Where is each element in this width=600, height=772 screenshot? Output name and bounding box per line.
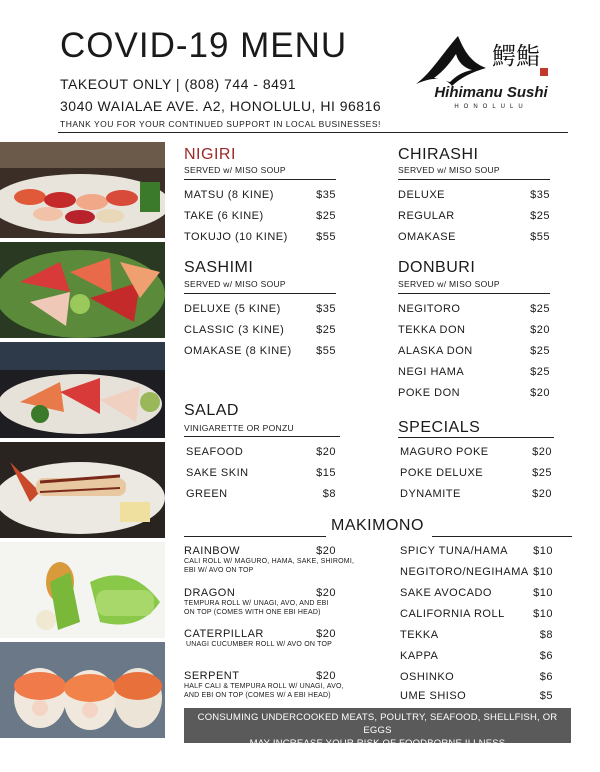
warning-line-1: CONSUMING UNDERCOOKED MEATS, POULTRY, SEAFOOD, SHELLFISH, OR EGGS bbox=[197, 712, 558, 736]
donburi-item: NEGI HAMA bbox=[398, 366, 465, 378]
maki-price: $6 bbox=[539, 650, 553, 662]
chirashi-item: OMAKASE bbox=[398, 231, 456, 243]
donburi-price: $20 bbox=[530, 324, 550, 336]
specials-title: SPECIALS bbox=[398, 419, 481, 436]
makimono-title: MAKIMONO bbox=[331, 517, 424, 534]
maki-item: NEGITORO/NEGIHAMA bbox=[400, 566, 529, 578]
salad-title: SALAD bbox=[184, 402, 239, 419]
donburi-price: $25 bbox=[530, 366, 550, 378]
sashimi-rule bbox=[184, 293, 336, 294]
donburi-item: ALASKA DON bbox=[398, 345, 473, 357]
maki-roll-price: $20 bbox=[316, 545, 336, 557]
takeout-phone: TAKEOUT ONLY | (808) 744 - 8491 bbox=[60, 76, 296, 92]
sashimi-price: $35 bbox=[316, 303, 336, 315]
sashimi-title: SASHIMI bbox=[184, 259, 254, 276]
chirashi-item: DELUXE bbox=[398, 189, 446, 201]
nigiri-rule bbox=[184, 179, 336, 180]
health-warning bbox=[184, 708, 571, 749]
maki-price: $6 bbox=[539, 671, 553, 683]
maki-roll-desc: AND EBI ON TOP (COMES W/ A EBI HEAD) bbox=[184, 692, 331, 699]
chirashi-price: $35 bbox=[530, 189, 550, 201]
specials-item: POKE DELUXE bbox=[400, 467, 484, 479]
maki-item: OSHINKO bbox=[400, 671, 455, 683]
specials-price: $20 bbox=[532, 446, 552, 458]
header-divider bbox=[58, 132, 568, 133]
salmon-roll-photo bbox=[0, 642, 165, 738]
maki-roll-desc: CALI ROLL W/ MAGURO, HAMA, SAKE, SHIROMI, bbox=[184, 558, 355, 565]
sashimi-item: DELUXE (5 KINE) bbox=[184, 303, 281, 315]
maki-roll-name: CATERPILLAR bbox=[184, 628, 264, 640]
dragon-roll-photo bbox=[0, 542, 165, 638]
chirashi-subtitle: SERVED w/ MISO SOUP bbox=[398, 165, 500, 175]
nigiri-price: $25 bbox=[316, 210, 336, 222]
chirashi-price: $25 bbox=[530, 210, 550, 222]
maki-roll-price: $20 bbox=[316, 587, 336, 599]
maki-item: SAKE AVOCADO bbox=[400, 587, 492, 599]
specials-item: MAGURO POKE bbox=[400, 446, 489, 458]
donburi-title: DONBURI bbox=[398, 259, 476, 276]
maki-roll-name: SERPENT bbox=[184, 670, 240, 682]
warning-line-2: MAY INCREASE YOUR RISK OF FOODBORNE ILLNESS bbox=[249, 738, 506, 749]
makimono-rule-right bbox=[432, 536, 572, 537]
maki-price: $10 bbox=[533, 608, 553, 620]
maki-price: $8 bbox=[539, 629, 553, 641]
maki-item: KAPPA bbox=[400, 650, 439, 662]
nigiri-subtitle: SERVED w/ MISO SOUP bbox=[184, 165, 286, 175]
logo-kanji: 鰐鮨 bbox=[492, 42, 540, 70]
nigiri-price: $35 bbox=[316, 189, 336, 201]
nigiri-photo bbox=[0, 142, 165, 238]
salad-rule bbox=[184, 436, 340, 437]
salad-price: $20 bbox=[316, 446, 336, 458]
makimono-rule-left bbox=[184, 536, 326, 537]
sashimi-price: $25 bbox=[316, 324, 336, 336]
maki-item: TEKKA bbox=[400, 629, 439, 641]
sashimi-subtitle: SERVED w/ MISO SOUP bbox=[184, 279, 286, 289]
maki-roll-desc: UNAGI CUCUMBER ROLL W/ AVO ON TOP bbox=[186, 641, 332, 648]
platter-photo bbox=[0, 342, 165, 438]
nigiri-item: TOKUJO (10 KINE) bbox=[184, 231, 288, 243]
salad-item: SEAFOOD bbox=[186, 446, 244, 458]
maki-roll-desc: HALF CALI & TEMPURA ROLL W/ UNAGI, AVO, bbox=[184, 683, 344, 690]
maki-roll-desc: EBI W/ AVO ON TOP bbox=[184, 567, 254, 574]
sashimi-item: OMAKASE (8 KINE) bbox=[184, 345, 292, 357]
nigiri-item: TAKE (6 KINE) bbox=[184, 210, 264, 222]
maki-item: SPICY TUNA/HAMA bbox=[400, 545, 508, 557]
maki-roll-desc: ON TOP (COMES WITH ONE EBI HEAD) bbox=[184, 609, 321, 616]
donburi-price: $25 bbox=[530, 345, 550, 357]
donburi-price: $20 bbox=[530, 387, 550, 399]
salad-item: SAKE SKIN bbox=[186, 467, 249, 479]
maki-roll-price: $20 bbox=[316, 628, 336, 640]
maki-price: $10 bbox=[533, 566, 553, 578]
donburi-item: TEKKA DON bbox=[398, 324, 466, 336]
maki-roll-price: $20 bbox=[316, 670, 336, 682]
salad-item: GREEN bbox=[186, 488, 228, 500]
chirashi-item: REGULAR bbox=[398, 210, 455, 222]
donburi-price: $25 bbox=[530, 303, 550, 315]
maki-price: $5 bbox=[539, 690, 553, 702]
salad-subtitle: VINIGARETTE OR PONZU bbox=[184, 423, 294, 433]
salad-price: $8 bbox=[322, 488, 336, 500]
maki-price: $10 bbox=[533, 587, 553, 599]
manta-ray-icon bbox=[412, 32, 562, 88]
nigiri-price: $55 bbox=[316, 231, 336, 243]
logo-name: Hihimanu Sushi bbox=[434, 84, 548, 101]
chirashi-title: CHIRASHI bbox=[398, 146, 479, 163]
specials-price: $20 bbox=[532, 488, 552, 500]
maki-price: $10 bbox=[533, 545, 553, 557]
maki-item: UME SHISO bbox=[400, 690, 467, 702]
sashimi-item: CLASSIC (3 KINE) bbox=[184, 324, 285, 336]
maki-roll-name: RAINBOW bbox=[184, 545, 241, 557]
chirashi-rule bbox=[398, 179, 550, 180]
donburi-item: NEGITORO bbox=[398, 303, 461, 315]
nigiri-item: MATSU (8 KINE) bbox=[184, 189, 274, 201]
chirashi-price: $55 bbox=[530, 231, 550, 243]
thanks-note: THANK YOU FOR YOUR CONTINUED SUPPORT IN LOCAL BUSINESSES! bbox=[60, 119, 381, 129]
sashimi-photo bbox=[0, 242, 165, 338]
specials-item: DYNAMITE bbox=[400, 488, 461, 500]
specials-rule bbox=[398, 437, 554, 438]
nigiri-title: NIGIRI bbox=[184, 146, 236, 163]
sashimi-price: $55 bbox=[316, 345, 336, 357]
specials-price: $25 bbox=[532, 467, 552, 479]
salad-price: $15 bbox=[316, 467, 336, 479]
address: 3040 WAIALAE AVE. A2, HONOLULU, HI 96816 bbox=[60, 98, 382, 114]
donburi-item: POKE DON bbox=[398, 387, 461, 399]
restaurant-logo bbox=[412, 32, 562, 114]
maki-roll-name: DRAGON bbox=[184, 587, 236, 599]
logo-city: HONOLULU bbox=[454, 104, 528, 110]
maki-roll-desc: TEMPURA ROLL W/ UNAGI, AVO, AND EBI bbox=[184, 600, 329, 607]
shrimp-roll-photo bbox=[0, 442, 165, 538]
donburi-rule bbox=[398, 293, 550, 294]
donburi-subtitle: SERVED w/ MISO SOUP bbox=[398, 279, 500, 289]
page-title: COVID-19 MENU bbox=[60, 26, 348, 65]
maki-item: CALIFORNIA ROLL bbox=[400, 608, 505, 620]
